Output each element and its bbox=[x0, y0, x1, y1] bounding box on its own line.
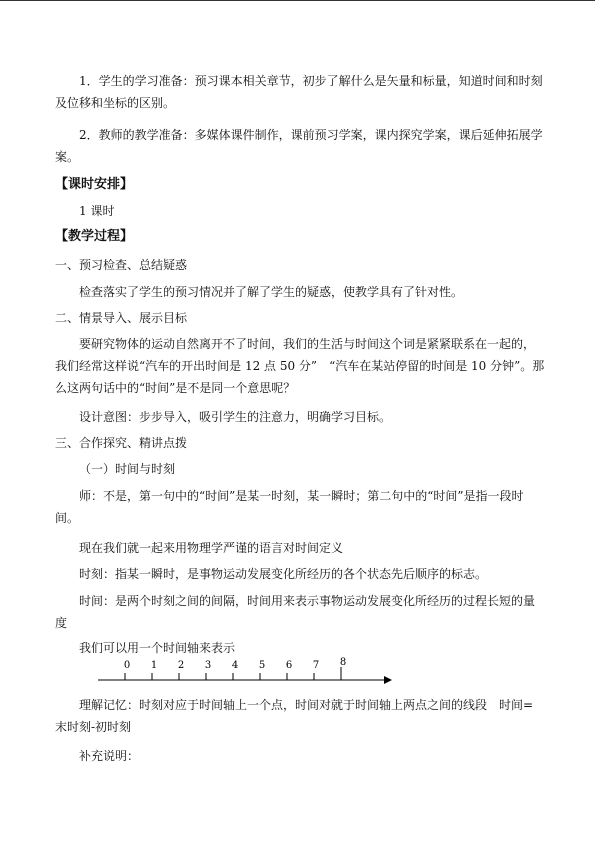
axis-tick-label: 0 bbox=[123, 660, 131, 671]
student-prep: 1．学生的学习准备：预习课本相关章节，初步了解什么是矢量和标量，知道时间和时刻及位移和坐标的区别。 bbox=[55, 74, 543, 110]
process-heading: 【教学过程】 bbox=[55, 229, 134, 244]
section-3-title: 三、合作探究、精讲点拨 bbox=[55, 436, 188, 450]
teacher-prep: 2．教师的教学准备：多媒体课件制作，课前预习学案，课内探究学案，课后延伸拓展学案。 bbox=[55, 128, 543, 164]
teacher-statement: 师：不是，第一句中的“时间”是某一时刻，某一瞬时；第二句中的“时间”是指一段时间。 bbox=[55, 489, 524, 525]
section-1-title: 一、预习检查、总结疑惑 bbox=[55, 258, 188, 272]
section-2-design: 设计意图：步步导入，吸引学生的注意力，明确学习目标。 bbox=[79, 410, 392, 424]
subsection-1-title: （一）时间与时刻 bbox=[79, 462, 176, 476]
moment-definition: 时刻：指某一瞬时，是事物运动发展变化所经历的各个状态先后顺序的标志。 bbox=[79, 567, 488, 581]
axis-tick-label: 3 bbox=[204, 660, 212, 671]
axis-tick-label: 8 bbox=[339, 657, 347, 668]
section-2-title: 二、情景导入、展示目标 bbox=[55, 311, 188, 325]
axis-intro: 我们可以用一个时间轴来表示 bbox=[79, 641, 236, 655]
axis-tick-label: 4 bbox=[231, 660, 239, 671]
axis-tick-label: 2 bbox=[177, 660, 185, 671]
axis-tick-label: 6 bbox=[285, 660, 293, 671]
time-axis-arrow bbox=[384, 676, 392, 684]
axis-tick-label: 7 bbox=[312, 660, 320, 671]
supplement-note: 补充说明： bbox=[79, 749, 140, 763]
section-2-text: 要研究物体的运动自然离开不了时间，我们的生活与时间这个词是紧紧联系在一起的，我们经常这样说“汽车的开出时间是 12 点 50 分” “汽车在某站停留的时间是 10 分钟”。那么这两句话中的“时间”是不是同一个意思呢？ bbox=[55, 337, 545, 395]
axis-tick-label: 5 bbox=[258, 660, 266, 671]
axis-tick-label: 1 bbox=[150, 660, 158, 671]
section-1-text: 检查落实了学生的预习情况并了解了学生的疑惑，使教学具有了针对性。 bbox=[79, 285, 464, 299]
schedule-value: 1 课时 bbox=[79, 204, 115, 218]
schedule-heading: 【课时安排】 bbox=[55, 177, 134, 192]
understanding-note: 理解记忆：时刻对应于时间轴上一个点，时间对就于时间轴上两点之间的线段 时间=末时刻-初时刻 bbox=[55, 698, 534, 734]
time-definition: 时间：是两个时刻之间的间隔，时间用来表示事物运动发展变化所经历的过程长短的量度 bbox=[55, 594, 536, 630]
definition-intro: 现在我们就一起来用物理学严谨的语言对时间定义 bbox=[79, 541, 344, 555]
